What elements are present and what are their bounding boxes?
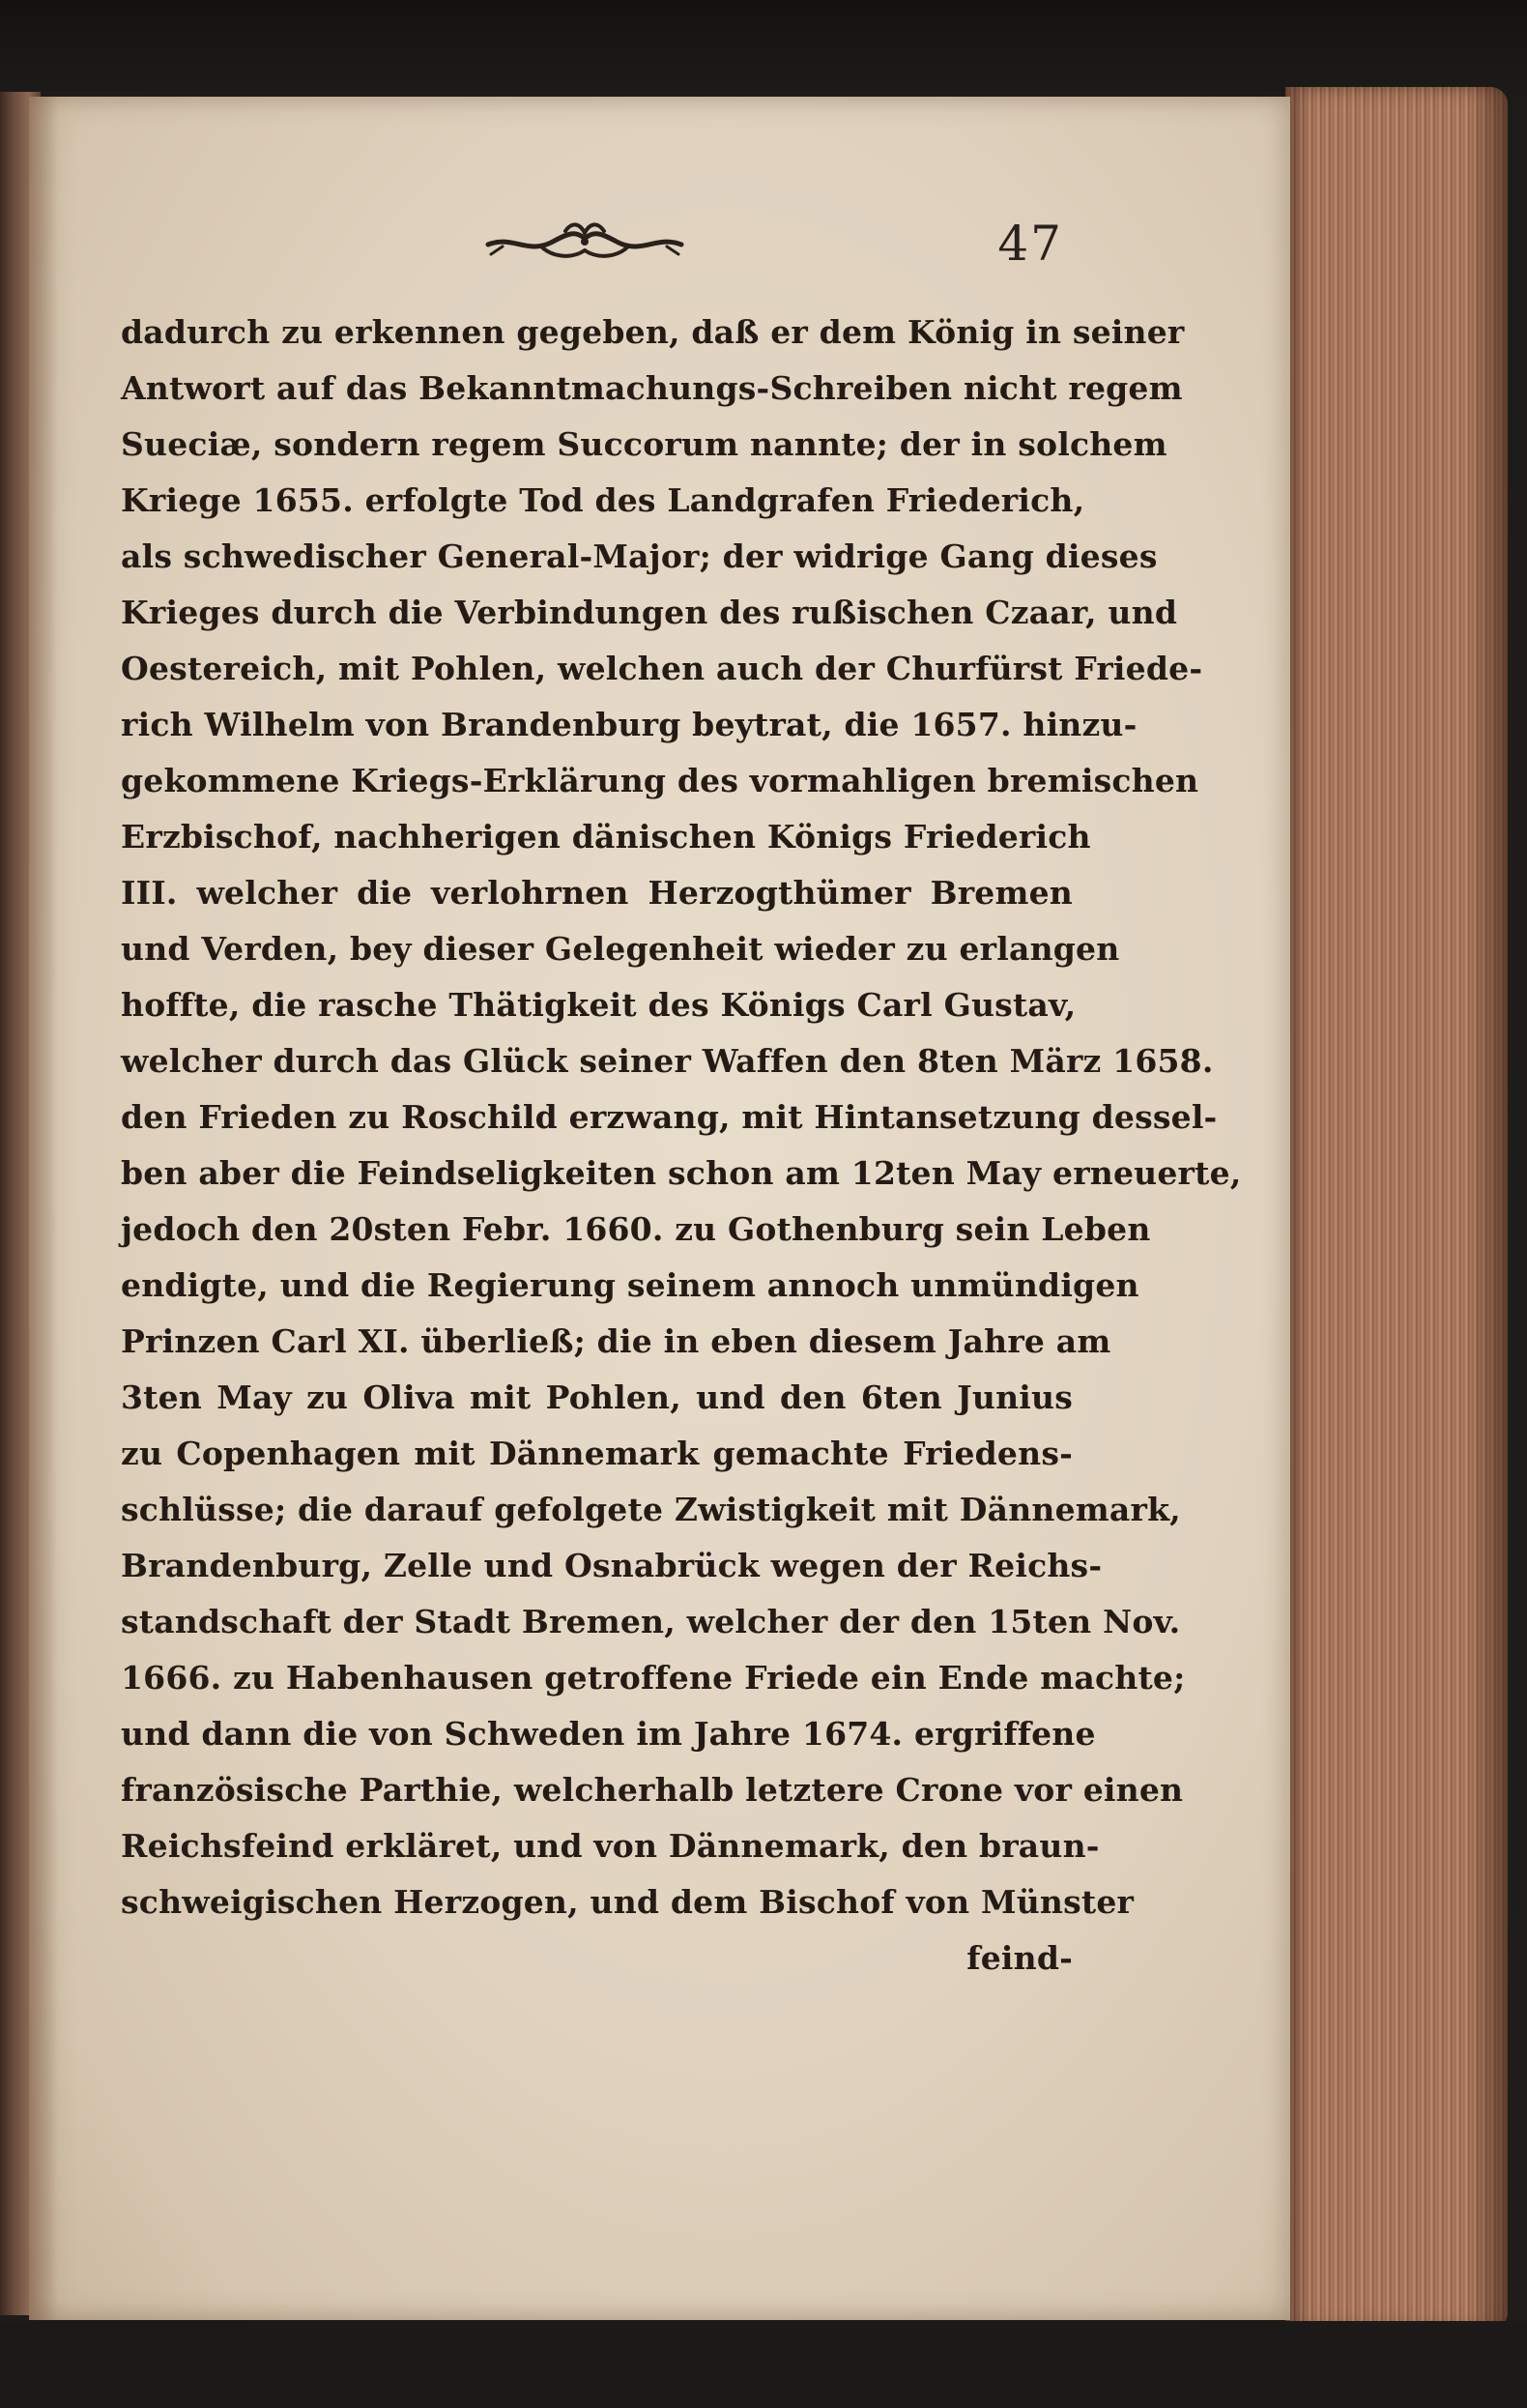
page-edges xyxy=(1285,87,1508,2330)
text-line: den Frieden zu Roschild erzwang, mit Hintansetzung dessel- xyxy=(121,1098,1218,1136)
body-text xyxy=(121,305,1242,1987)
text-line: zu Copenhagen mit Dännemark gemachte Friedens- xyxy=(121,1435,1073,1472)
page-header xyxy=(97,208,1063,285)
text-line: Brandenburg, Zelle und Osnabrück wegen der Reichs- xyxy=(121,1547,1103,1584)
background-bottom xyxy=(0,2321,1527,2408)
text-line: III. welcher die verlohrnen Herzogthümer Bremen xyxy=(121,874,1073,912)
text-line: welcher durch das Glück seiner Waffen den 8ten März 1658. xyxy=(121,1042,1214,1080)
text-line: endigte, und die Regierung seinem annoch unmündigen xyxy=(121,1266,1139,1304)
text-line: Kriege 1655. erfolgte Tod des Landgrafen Friederich, xyxy=(121,481,1085,519)
text-line: französische Parthie, welcherhalb letztere Crone vor einen xyxy=(121,1771,1184,1809)
text-line: Prinzen Carl XI. überließ; die in eben diesem Jahre am xyxy=(121,1322,1111,1360)
text-line: hoffte, die rasche Thätigkeit des Königs Carl Gustav, xyxy=(121,986,1077,1024)
text-line: schweigischen Herzogen, und dem Bischof von Münster xyxy=(121,1883,1135,1921)
text-line: dadurch zu erkennen gegeben, daß er dem König in seiner xyxy=(121,313,1185,351)
page-number: 47 xyxy=(997,216,1063,272)
text-line: Krieges durch die Verbindungen des rußischen Czaar, und xyxy=(121,594,1178,631)
headpiece-ornament-icon xyxy=(483,218,686,266)
text-line: schlüsse; die darauf gefolgete Zwistigkeit mit Dännemark, xyxy=(121,1491,1181,1528)
text-line: standschaft der Stadt Bremen, welcher der den 15ten Nov. xyxy=(121,1603,1181,1640)
text-line: als schwedischer General-Major; der widrige Gang dieses xyxy=(121,537,1158,575)
text-line: gekommene Kriegs-Erklärung des vormahligen bremischen xyxy=(121,762,1199,799)
text-line: Sueciæ, sondern regem Succorum nannte; der in solchem xyxy=(121,425,1167,463)
text-line: Erzbischof, nachherigen dänischen Königs Friederich xyxy=(121,818,1091,856)
text-line: und dann die von Schweden im Jahre 1674. ergriffene xyxy=(121,1715,1096,1753)
text-line: Reichsfeind erkläret, und von Dännemark, den braun- xyxy=(121,1827,1100,1865)
text-line: jedoch den 20sten Febr. 1660. zu Gothenburg sein Leben xyxy=(121,1210,1151,1248)
text-line: Oestereich, mit Pohlen, welchen auch der Churfürst Friede- xyxy=(121,650,1203,687)
text-line: Antwort auf das Bekanntmachungs-Schreiben nicht regem xyxy=(121,369,1183,407)
text-line: rich Wilhelm von Brandenburg beytrat, die 1657. hinzu- xyxy=(121,706,1138,743)
catchword: feind- xyxy=(966,1939,1073,1977)
text-line: 3ten May zu Oliva mit Pohlen, und den 6ten Junius xyxy=(121,1378,1073,1416)
text-line: ben aber die Feindseligkeiten schon am 12ten May erneuerte, xyxy=(121,1154,1242,1192)
text-line: und Verden, bey dieser Gelegenheit wieder zu erlangen xyxy=(121,930,1120,968)
text-line: 1666. zu Habenhausen getroffene Friede ein Ende machte; xyxy=(121,1659,1186,1697)
